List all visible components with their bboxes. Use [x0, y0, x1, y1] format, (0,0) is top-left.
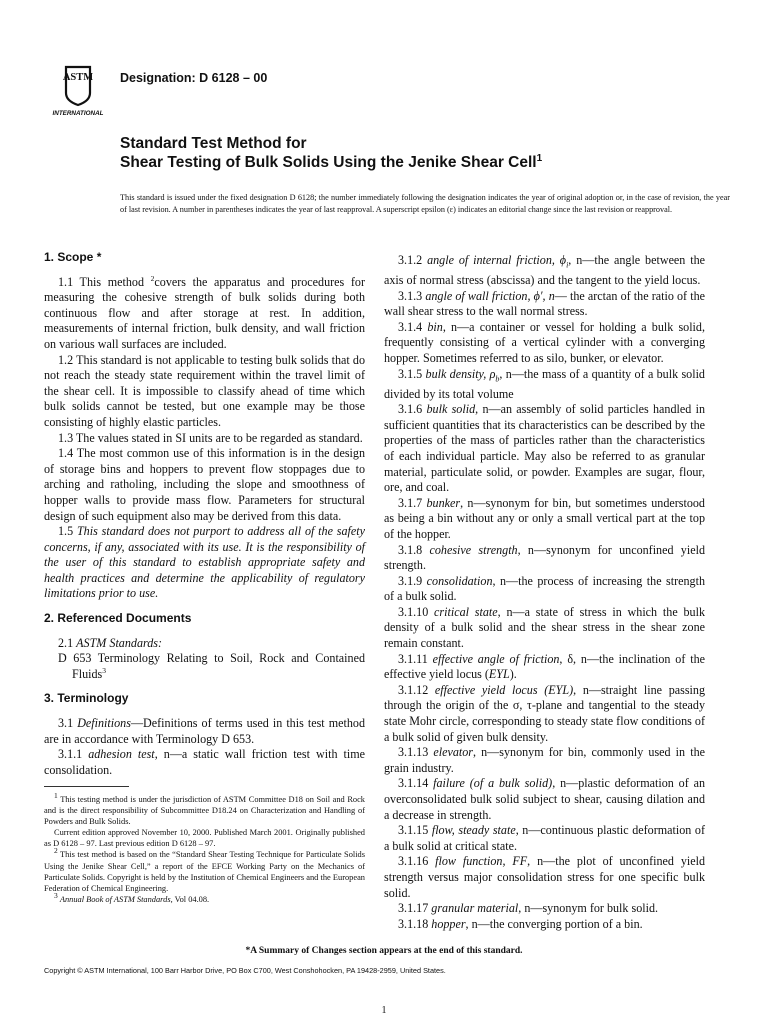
def-3-1-14	[384, 776, 705, 823]
footnote-1-mark: 1	[54, 791, 58, 801]
def-3-1-2	[384, 253, 705, 289]
para-1-2: 1.2 This standard is not applicable to testing bulk solids that do not reach the steady state requirement within the travel limit of the shear cell. It is impossible to classify ahead of time which bulk solids cannot be tested, but one example may be those consisting of highly elastic particles.	[44, 352, 365, 429]
para-2-1	[44, 636, 365, 652]
summary-note: *A Summary of Changes section appears at the end of this standard.	[245, 946, 523, 956]
def-subscript: i	[566, 260, 569, 270]
def-term: consolidation	[426, 573, 493, 588]
def-num: 3.1.4	[398, 319, 428, 334]
def-3-1-15	[384, 823, 705, 854]
right-column	[384, 253, 705, 932]
para-1-1-num: 1.1 This method	[58, 274, 151, 289]
para-1-5-text: This standard does not purport to address all of the safety concerns, if any, associated with its use. It is the responsibility of the user of this standard to establish appropriate safety and health practices and determine the applicability of regulatory limitations prior to use.	[44, 524, 365, 601]
def-term: bunker	[426, 495, 461, 510]
def-num: 3.1.3	[398, 288, 426, 303]
para-3-1	[44, 716, 365, 747]
def-text: , n—the converging portion of a bin.	[465, 916, 643, 931]
def-term: flow, steady state	[431, 823, 516, 838]
footnote-1-text: This testing method is under the jurisdiction of ASTM Committee D18 on Soil and Rock and is the direct responsibility of Subcommittee D18.24 on Characterization and Handling of Powders and Bulk Solids.	[44, 795, 365, 827]
title-line-1: Standard Test Method for	[120, 135, 307, 152]
para-3-1-text: —Definitions of terms used in this test method are in accordance with Terminology D 653.	[44, 716, 365, 746]
def-text: , n—the angle between the axis of normal stress (abscissa) and the tangent to the yield locus.	[384, 253, 706, 287]
document-title	[120, 134, 740, 172]
para-3-1-num: 3.1	[58, 716, 78, 731]
def-3-1-13	[384, 745, 705, 776]
designation: Designation: D 6128 – 00	[120, 71, 268, 85]
def-term: bin	[427, 319, 443, 334]
def-text: , n—the mass of a quantity of a bulk solid divided by its total volume	[384, 366, 705, 401]
def-num: 3.1.16	[398, 854, 436, 869]
def-term: hopper	[431, 916, 466, 931]
def-term: angle of internal friction, ϕ	[427, 253, 567, 267]
def-text: , n—synonym for bin, commonly used in the grain industry.	[384, 745, 705, 775]
def-text: , n—the plot of unconfined yield strength versus major consolidation stress for one specific bulk solid.	[384, 854, 705, 900]
ref-d653-footnote: 3	[102, 665, 106, 675]
title-line-2	[120, 153, 740, 172]
def-3-1-17	[384, 901, 705, 917]
def-text: , n—a container or vessel for holding a bulk solid, frequently consisting of a vertical cylinder with a converging hopper. Sometimes referred to as silo, bunker, or elevator.	[384, 319, 705, 365]
footnote-1	[44, 791, 365, 827]
left-column	[44, 250, 365, 778]
para-2-1-num: 2.1	[58, 635, 77, 650]
astm-logo	[44, 63, 112, 117]
footnote-3	[44, 891, 365, 905]
footnote-3-title: Annual Book of ASTM Standards	[59, 894, 171, 904]
title-footnote-ref: 1	[536, 152, 543, 164]
title-line-2-text: Shear Testing of Bulk Solids Using the Jenike Shear Cell	[120, 154, 537, 171]
def-num: 3.1.6	[398, 402, 427, 417]
def-3-1-18	[384, 917, 705, 933]
scope-heading: 1. Scope *	[44, 250, 102, 264]
def-num: 3.1.17	[398, 901, 432, 916]
para-1-5	[44, 524, 365, 602]
logo-subtext: INTERNATIONAL	[52, 110, 104, 117]
def-text: , n—straight line passing through the origin of the σ, τ-plane and tangential to the steady state Mohr circle, corresponding to steady state flow conditions of a bulk solid of given bulk density.	[384, 682, 705, 744]
footnote-3-text: , Vol 04.08.	[170, 894, 210, 904]
def-term: granular material	[431, 901, 519, 916]
footnote-3-mark: 3	[54, 891, 58, 901]
def-term: elevator	[433, 745, 473, 760]
def-num: 3.1.13	[398, 745, 434, 760]
para-1-1	[44, 275, 365, 353]
ref-heading: 2. Referenced Documents	[44, 611, 192, 626]
def-text: , δ, n—the inclination of the effective yield locus (	[384, 651, 705, 682]
para-1-1-text: covers the apparatus and procedures for measuring the cohesive strength of bulk solids during both continuous flow and after storage at rest. In addition, measurements of internal friction, bulk density, and wall friction on various wall surfaces are included.	[44, 274, 365, 351]
def-num: 3.1.7	[398, 495, 427, 510]
ref-d653-text: D 653 Terminology Relating to Soil, Rock and Contained Fluids	[58, 651, 365, 681]
ref-d653	[58, 651, 365, 682]
def-term: critical state	[434, 604, 498, 619]
para-1-1-ref: 2	[150, 273, 155, 283]
def-subscript: b	[495, 373, 500, 383]
def-num: 3.1.8	[398, 542, 430, 557]
def-3-1-5	[384, 367, 705, 403]
para-3-1-1	[44, 747, 365, 778]
def-term: effective yield locus (EYL)	[434, 682, 574, 697]
def-num: 3.1.10	[398, 604, 435, 619]
page-number: 1	[381, 1005, 387, 1016]
def-3-1-7	[384, 496, 705, 543]
def-num: 3.1.14	[398, 776, 434, 791]
def-text: , n—plastic deformation of an overconsolidated bulk solid subject to shear, causing dilation and a decrease in strength.	[384, 776, 706, 822]
def-3-1-8	[384, 543, 705, 574]
def-term: cohesive strength	[429, 542, 518, 557]
para-3-1-1-term: adhesion test	[88, 747, 155, 762]
def-text: , n—synonym for bin, but sometimes understood as being a bin without any or only a small vertical part at the top of the hopper.	[384, 495, 705, 541]
para-1-5-num: 1.5	[58, 524, 77, 539]
def-term: failure (of a bulk solid)	[433, 776, 553, 791]
def-num: 3.1.9	[398, 573, 427, 588]
def-text: , n—synonym for unconfined yield strength.	[384, 542, 705, 573]
def-3-1-3	[384, 289, 705, 320]
para-2-1-text: ASTM Standards:	[76, 635, 163, 650]
def-term: flow function, FF	[435, 854, 528, 869]
logo-text: ASTM	[62, 72, 94, 83]
def-num: 3.1.12	[398, 682, 435, 697]
def-3-1-12	[384, 683, 705, 745]
terminology-heading: 3. Terminology	[44, 691, 129, 706]
footnote-2	[44, 846, 365, 893]
footnotes	[44, 791, 365, 905]
def-3-1-16	[384, 854, 705, 901]
def-text: , n—a state of stress in which the bulk density of a bulk solid and the shear stress in the shear zone remain constant.	[384, 604, 705, 651]
def-3-1-11	[384, 652, 705, 683]
def-num: 3.1.18	[398, 916, 432, 931]
footnote-divider	[44, 786, 129, 787]
def-abbrev: EYL	[488, 667, 510, 682]
def-term: bulk solid	[426, 402, 476, 417]
def-text-end: ).	[509, 667, 517, 682]
def-text: — the arctan of the ratio of the wall shear stress to the wall normal stress.	[384, 288, 705, 319]
para-3-1-1-text: , n—a static wall friction test with time consolidation.	[44, 747, 365, 777]
footnote-1b: Current edition approved November 10, 2000. Published March 2001. Originally published as D 6128 – 97. Last previous edition D 6128 – 97.	[44, 828, 365, 849]
def-num: 3.1.2	[398, 253, 428, 267]
footnote-2-text: This test method is based on the “Standard Shear Testing Technique for Particulate Solids Using the Jenike Shear Cell,” a report of the EFCE Working Party on the Mechanics of Particulate Solids. Copyright is held by the Institution of Chemical Engineers and the European Federation of Chemical Engineering.	[44, 850, 365, 893]
def-term: effective angle of friction	[432, 651, 560, 666]
def-3-1-6	[384, 402, 705, 496]
para-1-4: 1.4 The most common use of this information is in the design of storage bins and hoppers to prevent flow stoppages due to arching and ratholing, including the slope and smoothness of hopper walls to provide mass flow. Parameters for structural design of such equipment also may be derived from this data.	[44, 446, 365, 523]
def-3-1-4	[384, 320, 705, 367]
def-text: , n—continuous plastic deformation of a bulk solid at critical state.	[384, 823, 705, 853]
def-term: angle of wall friction, ϕ′, n	[425, 288, 555, 303]
def-text: , n—the process of increasing the strength of a bulk solid.	[384, 573, 705, 604]
def-text: , n—an assembly of solid particles handled in sufficient quantities that its characteristics can be described by the properties of the mass of particles rather than the characteristics of each individual particle. May also be referred to as granular material, particulate solid, or powder. Examples are sugar, flour, ore, and coal.	[384, 402, 705, 495]
def-term: bulk density, ρ	[425, 366, 496, 381]
def-3-1-10	[384, 605, 705, 652]
intro-note: This standard is issued under the fixed designation D 6128; the number immediately following the designation indicates the year of original adoption or, in the case of revision, the year of last revision. A number in parentheses indicates the year of last reapproval. A superscript epsilon (ε) indicates an editorial change since the last revision or reapproval.	[120, 193, 730, 214]
para-1-3: 1.3 The values stated in SI units are to be regarded as standard.	[58, 430, 363, 445]
def-num: 3.1.15	[398, 823, 432, 838]
def-text: , n—synonym for bulk solid.	[518, 901, 659, 916]
def-3-1-9	[384, 574, 705, 605]
para-3-1-term: Definitions	[77, 716, 131, 731]
footnote-2-mark: 2	[54, 846, 58, 856]
copyright: Copyright © ASTM International, 100 Barr Harbor Drive, PO Box C700, West Conshohocken, PA 19428-2959, United States.	[44, 966, 446, 975]
para-3-1-1-num: 3.1.1	[58, 747, 89, 762]
def-num: 3.1.11	[398, 651, 433, 666]
def-num: 3.1.5	[398, 366, 426, 381]
